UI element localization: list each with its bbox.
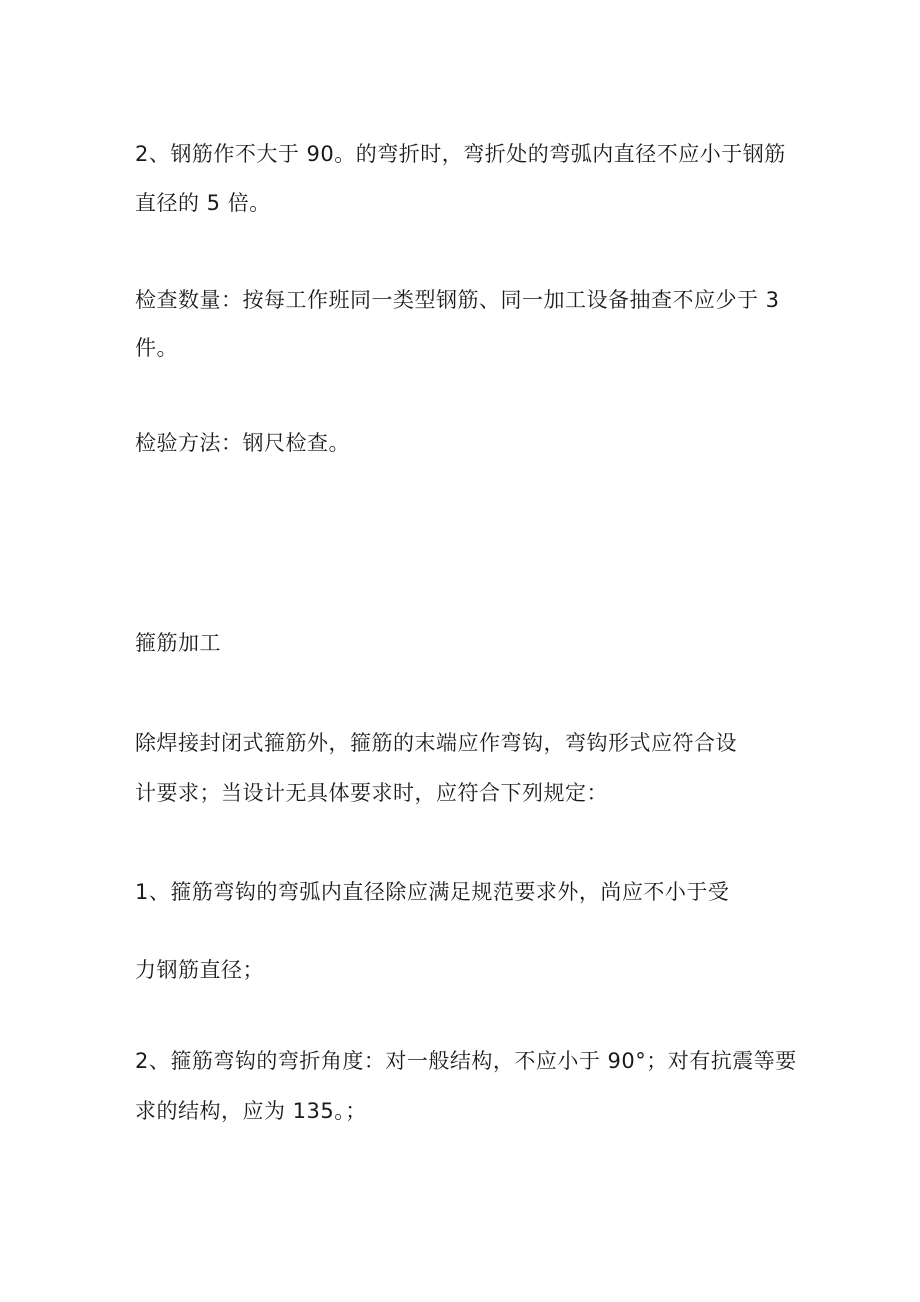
text-line-inspection-quantity-cont: 件。 (135, 336, 178, 360)
text-line-rule-2: 2、箍筋弯钩的弯折角度：对一般结构，不应小于 90°；对有抗震等要 (135, 1049, 797, 1073)
text-line-rule-1: 1、箍筋弯钩的弯弧内直径除应满足规范要求外，尚应不小于受 (135, 880, 730, 904)
text-line-inspection-quantity: 检查数量：按每工作班同一类型钢筋、同一加工设备抽查不应少于 3 (135, 288, 780, 312)
text-line-inspection-method: 检验方法：钢尺检查。 (135, 431, 350, 455)
text-line-rule-1-cont: 力钢筋直径； (135, 958, 264, 982)
text-line-rule-2-cont: 求的结构，应为 135。； (135, 1099, 367, 1123)
section-heading-stirrup-processing: 箍筋加工 (135, 631, 221, 655)
text-line-bend-rule-cont: 直径的 5 倍。 (135, 191, 271, 215)
text-line-bend-rule: 2、钢筋作不大于 90。的弯折时，弯折处的弯弧内直径不应小于钢筋 (135, 142, 786, 166)
text-line-stirrup-intro-cont: 计要求；当设计无具体要求时，应符合下列规定： (135, 781, 608, 805)
text-line-stirrup-intro: 除焊接封闭式箍筋外，箍筋的末端应作弯钩，弯钩形式应符合设 (135, 731, 737, 755)
